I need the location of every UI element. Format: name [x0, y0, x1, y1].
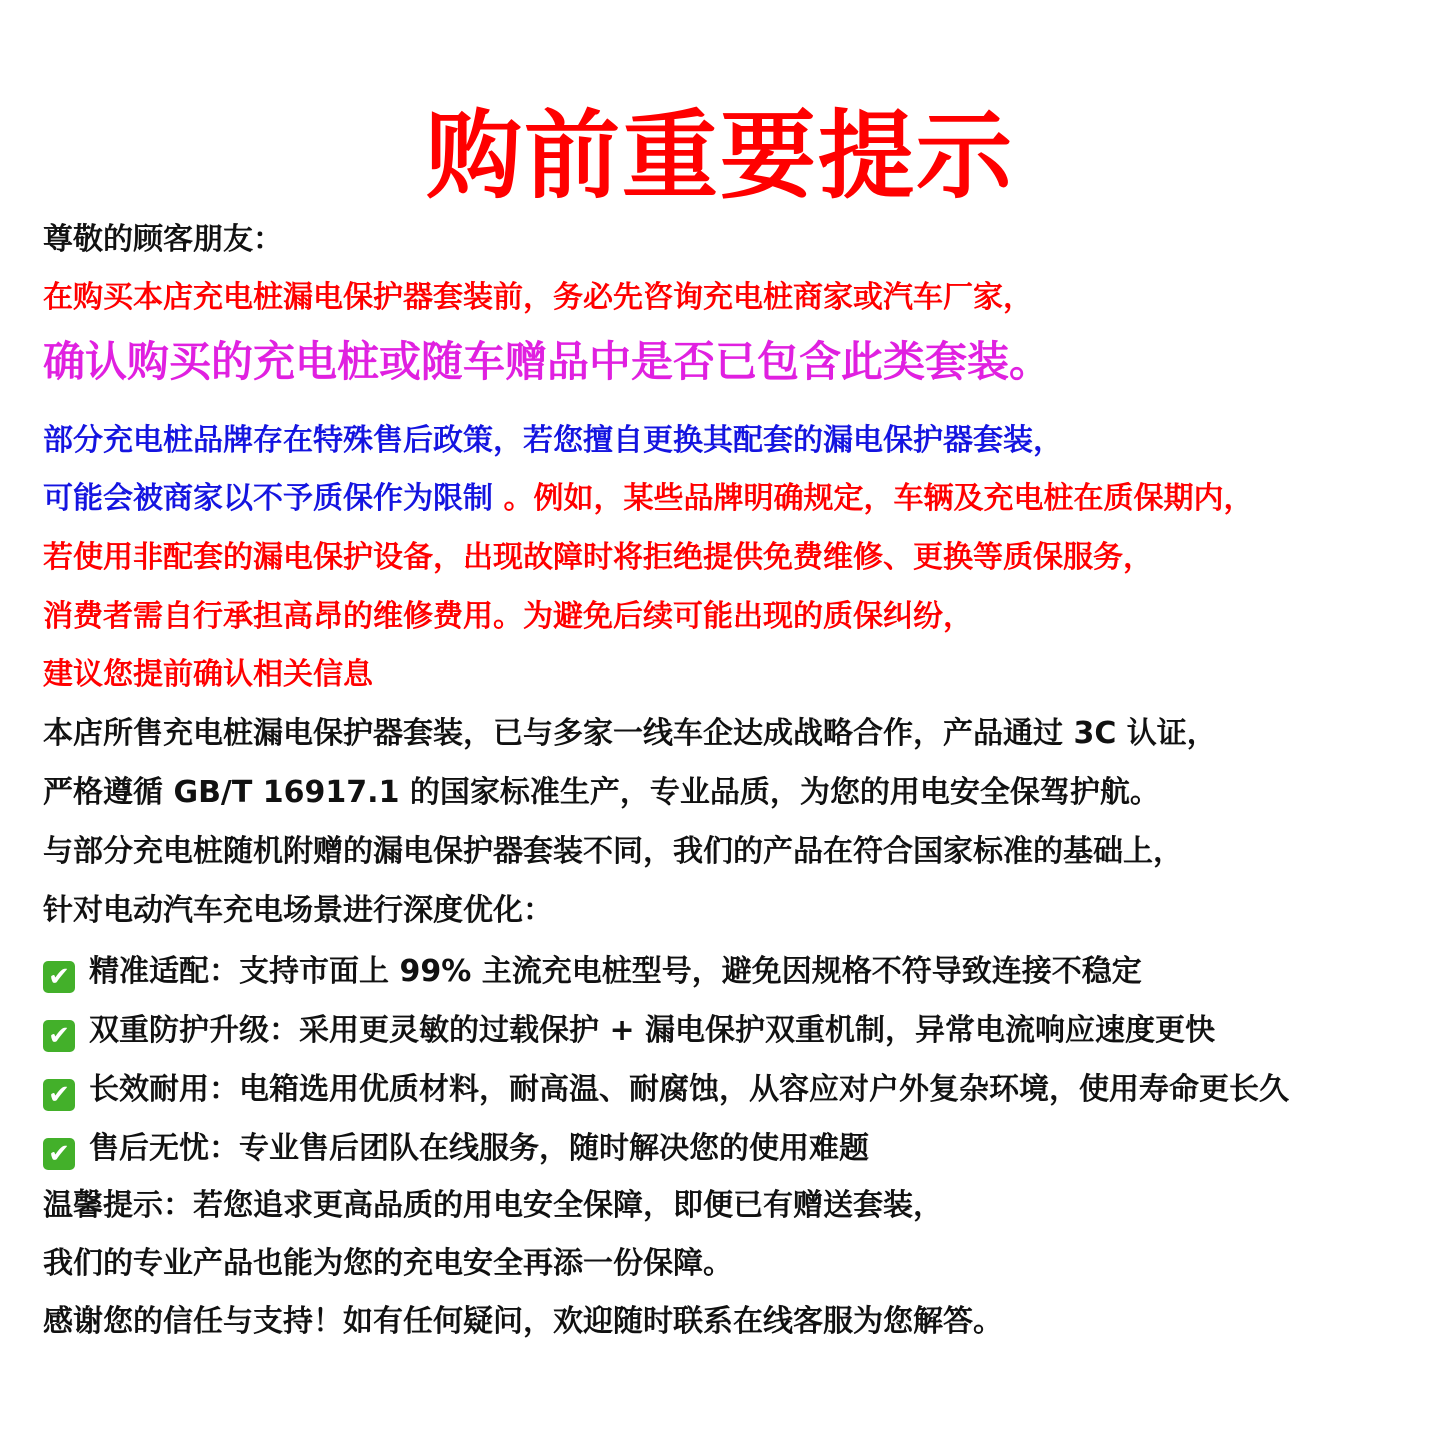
- intro-line-4: 针对电动汽车充电场景进行深度优化：: [43, 893, 553, 928]
- closing-line-3: 感谢您的信任与支持！如有任何疑问，欢迎随时联系在线客服为您解答。: [43, 1304, 1003, 1339]
- feature-item: [43, 1070, 1289, 1111]
- policy-line-2: [43, 479, 1253, 519]
- check-mark-icon: ✔: [43, 1020, 75, 1052]
- feature-text: 长效耐用：电箱选用优质材料，耐高温、耐腐蚀，从容应对户外复杂环境，使用寿命更长久: [89, 1072, 1289, 1107]
- policy-line-2-blue: 可能会被商家以不予质保作为限制: [43, 481, 493, 516]
- closing-line-2: 我们的专业产品也能为您的充电安全再添一份保障。: [43, 1246, 733, 1281]
- check-mark-icon: ✔: [43, 1138, 75, 1170]
- feature-text: 精准适配：支持市面上 99% 主流充电桩型号，避免因规格不符导致连接不稳定: [89, 954, 1142, 989]
- page-title: 购前重要提示: [426, 100, 1014, 212]
- feature-text: 售后无忧：专业售后团队在线服务，随时解决您的使用难题: [89, 1131, 869, 1166]
- policy-line-1: 部分充电桩品牌存在特殊售后政策，若您擅自更换其配套的漏电保护器套装，: [43, 423, 1063, 458]
- warning-line-1: 在购买本店充电桩漏电保护器套装前，务必先咨询充电桩商家或汽车厂家，: [43, 280, 1033, 315]
- check-mark-icon: ✔: [43, 1079, 75, 1111]
- policy-line-3: 若使用非配套的漏电保护设备，出现故障时将拒绝提供免费维修、更换等质保服务，: [43, 540, 1153, 575]
- check-mark-icon: ✔: [43, 961, 75, 993]
- intro-line-2: 严格遵循 GB/T 16917.1 的国家标准生产，专业品质，为您的用电安全保驾护航。: [43, 775, 1160, 810]
- policy-line-4: 消费者需自行承担高昂的维修费用。为避免后续可能出现的质保纠纷，: [43, 599, 973, 634]
- intro-line-1: 本店所售充电桩漏电保护器套装，已与多家一线车企达成战略合作，产品通过 3C 认证，: [43, 716, 1217, 751]
- highlight-line: 确认购买的充电桩或随车赠品中是否已包含此类套装。: [43, 337, 1052, 386]
- feature-text: 双重防护升级：采用更灵敏的过载保护 + 漏电保护双重机制，异常电流响应速度更快: [89, 1013, 1216, 1048]
- policy-line-5: 建议您提前确认相关信息: [43, 657, 373, 692]
- feature-item: [43, 1011, 1215, 1052]
- policy-line-2-red: 。例如，某些品牌明确规定，车辆及充电桩在质保期内，: [493, 481, 1254, 516]
- feature-item: [43, 1129, 869, 1170]
- greeting: 尊敬的顾客朋友：: [43, 222, 283, 257]
- closing-line-1: 温馨提示：若您追求更高品质的用电安全保障，即便已有赠送套装，: [43, 1188, 943, 1223]
- intro-line-3: 与部分充电桩随机附赠的漏电保护器套装不同，我们的产品在符合国家标准的基础上，: [43, 834, 1183, 869]
- feature-item: [43, 952, 1142, 993]
